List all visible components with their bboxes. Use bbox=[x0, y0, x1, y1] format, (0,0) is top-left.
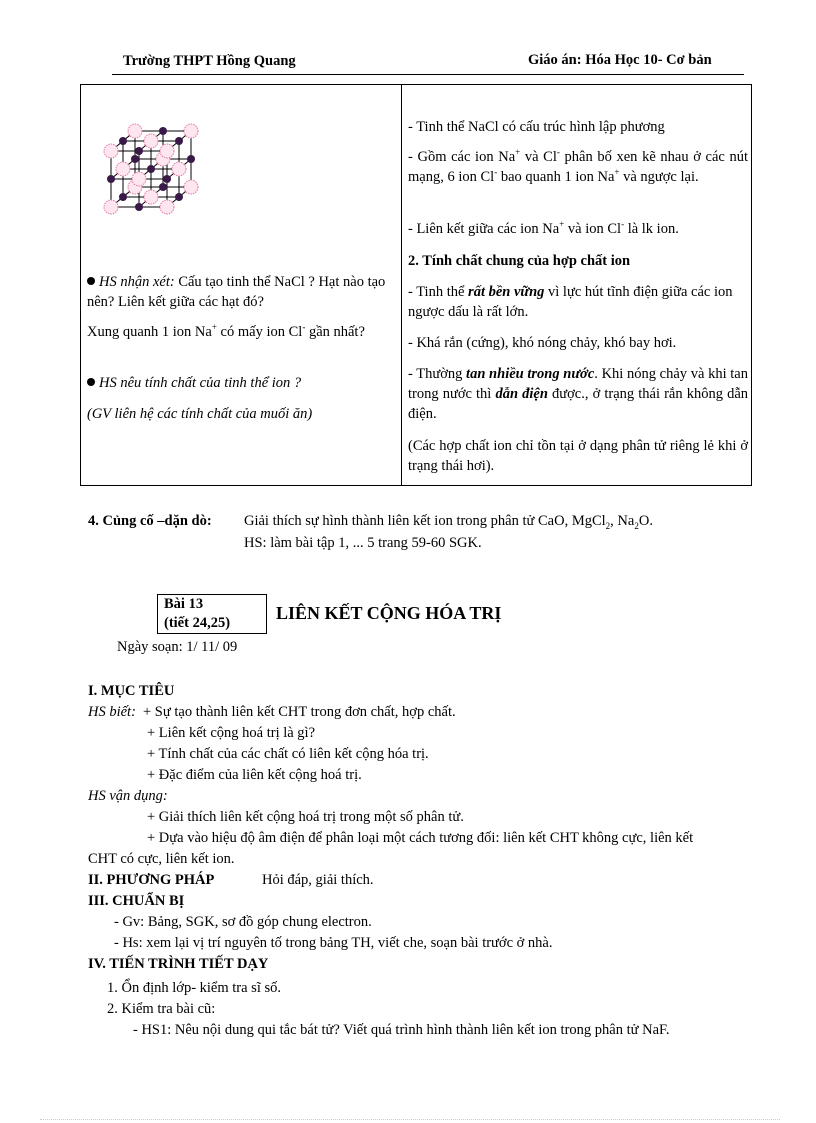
sodium-ion bbox=[159, 183, 167, 191]
chloride-ion bbox=[160, 200, 174, 214]
sodium-ion bbox=[175, 193, 183, 201]
know-item: + Liên kết cộng hoá trị là gì? bbox=[147, 725, 316, 741]
lesson-table bbox=[80, 84, 752, 486]
apply-item: + Giải thích liên kết cộng hoá trị trong một số phân tử. bbox=[147, 809, 464, 825]
section-title-properties: 2. Tính chất chung của hợp chất ion bbox=[408, 253, 631, 269]
consolidation-line2: HS: làm bài tập 1, ... 5 trang 59-60 SGK. bbox=[244, 535, 482, 551]
consolidation-label: 4. Củng cố –dặn dò: bbox=[88, 513, 212, 529]
content-cell bbox=[402, 85, 752, 486]
know-label: HS biết: bbox=[88, 704, 136, 720]
prep-heading: III. CHUẨN BỊ bbox=[88, 893, 185, 909]
bullet-icon bbox=[87, 277, 95, 285]
prep-date: Ngày soạn: 1/ 11/ 09 bbox=[117, 639, 238, 655]
consolidation-line1: Giải thích sự hình thành liên kết ion trong phân tử CaO, MgCl$_2$, $Na_2O$. bbox=[244, 513, 653, 531]
lesson-number: Bài 13 bbox=[164, 596, 204, 612]
page-footer-rule bbox=[40, 1119, 780, 1120]
know-item: + Tính chất của các chất có liên kết cộng hóa trị. bbox=[147, 746, 429, 762]
process-heading: IV. TIẾN TRÌNH TIẾT DẠY bbox=[88, 956, 269, 972]
objectives-heading: I. MỤC TIÊU bbox=[88, 683, 175, 699]
lesson-title: LIÊN KẾT CỘNG HÓA TRỊ bbox=[276, 603, 502, 623]
content-lattice: - Gồm các ion Na+ và Cl- phân bố xen kẽ nhau ở các nút mạng, 6 ion Cl- bao quanh 1 ion Na+ và ngược lại. bbox=[408, 147, 749, 185]
bullet-icon bbox=[87, 378, 95, 386]
sodium-ion bbox=[107, 175, 115, 183]
subject-title: Giáo án: Hóa Học 10- Cơ bản bbox=[528, 52, 712, 68]
know-item: + Sự tạo thành liên kết CHT trong đơn chất, hợp chất. bbox=[143, 704, 456, 720]
chloride-ion bbox=[144, 134, 158, 148]
prep-item: - Gv: Bảng, SGK, sơ đồ góp chung electron. bbox=[114, 914, 372, 930]
chloride-ion bbox=[184, 180, 198, 194]
question-neighbors: Xung quanh 1 ion Na+ có mấy ion Cl- gần nhất? bbox=[87, 322, 365, 340]
teacher-activity-cell bbox=[81, 85, 402, 486]
sodium-ion bbox=[135, 203, 143, 211]
content-cubic: - Tinh thể NaCl có cấu trúc hình lập phương bbox=[408, 119, 665, 135]
question-properties: HS nêu tính chất của tinh thể ion ? bbox=[87, 373, 397, 393]
school-name: Trường THPT Hồng Quang bbox=[123, 53, 296, 69]
sodium-ion bbox=[147, 165, 155, 173]
chloride-ion bbox=[104, 200, 118, 214]
chloride-ion bbox=[184, 124, 198, 138]
process-item: - HS1: Nêu nội dung qui tắc bát tử? Viết quá trình hình thành liên kết ion trong phân tử NaF. bbox=[133, 1022, 670, 1038]
sodium-ion bbox=[119, 193, 127, 201]
nacl-crystal-lattice-icon bbox=[99, 97, 259, 232]
lesson-number-box bbox=[157, 594, 267, 634]
process-item: 1. Ổn định lớp- kiểm tra sĩ số. bbox=[107, 980, 281, 996]
sodium-ion bbox=[187, 155, 195, 163]
sodium-ion bbox=[131, 155, 139, 163]
chloride-ion bbox=[144, 190, 158, 204]
sodium-ion bbox=[175, 137, 183, 145]
method-heading: II. PHƯƠNG PHÁP bbox=[88, 872, 215, 888]
sodium-ion bbox=[163, 175, 171, 183]
chloride-ion bbox=[132, 172, 146, 186]
chloride-ion bbox=[116, 162, 130, 176]
question-structure: HS nhận xét: Cấu tạo tinh thể NaCl ? Hạt nào tạo nên? Liên kết giữa các hạt đó? bbox=[87, 274, 386, 310]
chloride-ion bbox=[160, 144, 174, 158]
chloride-ion bbox=[172, 162, 186, 176]
sodium-ion bbox=[119, 137, 127, 145]
content-vapor-note: (Các hợp chất ion chỉ tồn tại ở dạng phân tử riêng lẻ khi ở trạng thái hơi). bbox=[408, 438, 748, 474]
know-item: + Đặc điểm của liên kết cộng hoá trị. bbox=[147, 767, 362, 783]
teacher-note: (GV liên hệ các tính chất của muối ăn) bbox=[87, 406, 313, 422]
content-solubility: - Thường tan nhiều trong nước. Khi nóng chảy và khi tan trong nước thì dẫn điện được., ở trạng thái rắn không dẫn điện. bbox=[408, 366, 748, 422]
content-hard: - Khá rắn (cứng), khó nóng chảy, khó bay hơi. bbox=[408, 335, 677, 351]
chloride-ion bbox=[128, 124, 142, 138]
apply-label: HS vận dụng: bbox=[88, 788, 168, 804]
apply-item: CHT có cực, liên kết ion. bbox=[88, 851, 235, 867]
content-bond: - Liên kết giữa các ion Na+ và ion Cl- là lk ion. bbox=[408, 219, 679, 237]
method-text: Hỏi đáp, giải thích. bbox=[262, 872, 374, 888]
process-item: 2. Kiểm tra bài cũ: bbox=[107, 1001, 216, 1017]
content-stable: - Tinh thể rất bền vững vì lực hút tĩnh điện giữa các ion ngược dấu là rất lớn. bbox=[408, 284, 733, 320]
apply-item: + Dựa vào hiệu độ âm điện để phân loại một cách tương đối: liên kết CHT không cực, liên kết bbox=[147, 830, 694, 846]
sodium-ion bbox=[159, 127, 167, 135]
sodium-ion bbox=[135, 147, 143, 155]
lesson-periods: (tiết 24,25) bbox=[164, 615, 231, 631]
chloride-ion bbox=[104, 144, 118, 158]
header-rule bbox=[112, 74, 744, 75]
prep-item: - Hs: xem lại vị trí nguyên tố trong bảng TH, viết che, soạn bài trước ở nhà. bbox=[114, 935, 553, 951]
